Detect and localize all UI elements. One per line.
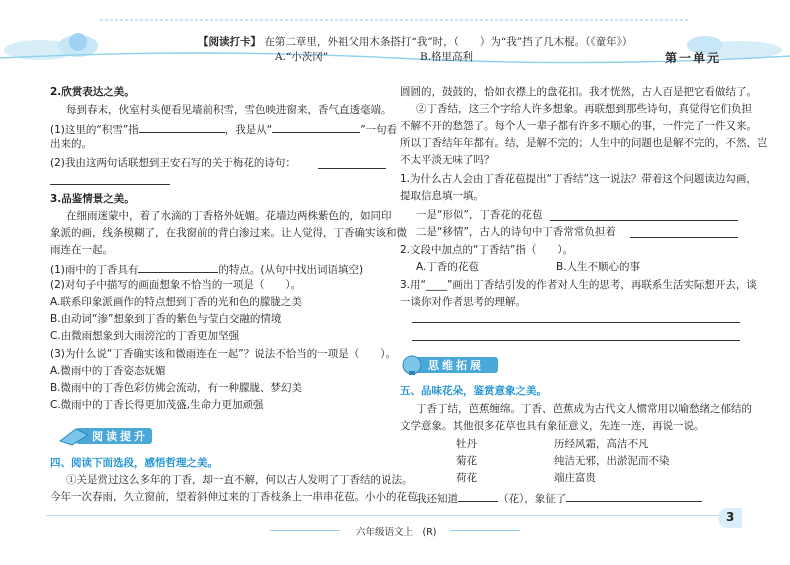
right-q1-blank-1[interactable] xyxy=(550,220,738,221)
section4-passage-line1: ①关是赏过这么多年的丁香，却一直不解，何以古人发明了丁香结的说法。 xyxy=(66,474,413,486)
page-number-tab xyxy=(718,508,742,528)
right-q1-item1: 一是“形似”，丁香花的花苞 xyxy=(416,209,543,221)
right-q2-option-a: A.丁香的花苞 xyxy=(416,261,479,273)
unit-title: 第一单元 xyxy=(665,51,722,65)
item2-poem: 每到春末，伙室村头便看见墙前积雪，雪色映进窗来，香气直透毫端。 xyxy=(66,104,392,116)
reading-check-tag: 【阅读打卡】 xyxy=(198,36,261,48)
item2-q1-blank-1[interactable] xyxy=(139,121,225,133)
header-question-row xyxy=(198,35,632,49)
right-q1-line2: 提取信息填一填。 xyxy=(400,190,484,202)
passage-line5: 不太平淡无味了吗？ xyxy=(400,154,495,166)
item3-q1: (1)雨中的丁香具有 的特点。(从句中找出词语填空) xyxy=(50,261,363,277)
passage-line2: ②丁香结，这三个字给人许多想象。再联想到那些诗句，真觉得它们负担 xyxy=(416,103,752,115)
right-q3-answer-line-2[interactable] xyxy=(412,340,740,341)
right-q2-option-b: B.人生不顺心的事 xyxy=(556,261,641,273)
passage-line3: 不解不开的愁怨了。每个人一辈子都有许多不顺心的事，一件完了一件又来。 xyxy=(400,120,757,132)
item2-title: 2.欣赏表达之美。 xyxy=(50,86,135,98)
item2-q1: (1)这里的“积雪”指 ，我是从“ ”一句看 xyxy=(50,121,397,137)
reading-check-option-b: B.格里高利 xyxy=(420,51,474,63)
footer-line-left xyxy=(270,530,340,531)
right-q1-line1: 1.为什么古人会由丁香花苞提出“丁香结”这一说法？带着这个问题读边勾画， xyxy=(400,173,757,185)
right-q1-item2: 二是“移情”，古人的诗句中丁香常常负担着 xyxy=(416,226,616,238)
item3-q1-blank[interactable] xyxy=(138,261,218,273)
meaning-1[interactable]: 历经风霜，高洁不凡 xyxy=(554,438,649,450)
item2-q2-blank-2[interactable] xyxy=(50,184,170,185)
section5-know-row: 我还知道 （花），象征了 xyxy=(416,490,702,506)
right-q2: 2.文段中加点的“丁香结”指（ ）。 xyxy=(400,244,574,256)
section5-passage-line2: 文学意象。其他很多花草也具有象征意义，先连一连，再说一说。 xyxy=(400,420,705,432)
meaning-3[interactable]: 端庄富贵 xyxy=(554,472,596,484)
item3-q3-option-c: C.微雨中的丁香长得更加茂盛,生命力更加顽强 xyxy=(50,399,264,411)
section4-title: 四、阅读下面选段，感悟哲理之美。 xyxy=(50,457,218,469)
thinking-expand-banner: 思维拓展 xyxy=(400,354,500,376)
item2-q2: (2)我由这两句话联想到王安石写的关于梅花的诗句： xyxy=(50,157,296,169)
right-q3-line1: 3.用“____”画出丁香结引发的作者对人生的思考，再联系生活实际想开去，谈 xyxy=(400,279,757,291)
reading-improve-banner: 阅读提升 xyxy=(58,425,154,447)
item3-q2-option-c: C.由微雨想象到大雨滂沱的丁香更加坚强 xyxy=(50,330,240,342)
item3-q3-option-a: A.微雨中的丁香姿态妩媚 xyxy=(50,365,166,377)
item3-passage-line2: 象派的画，线条模糊了，在我窗前的背白渗过来。让人觉得，丁香确实该和微 xyxy=(50,227,407,239)
right-q1-blank-2[interactable] xyxy=(630,237,738,238)
item3-q2-option-b: B.由动词“渗”想象到丁香的紫色与莹白交融的情境 xyxy=(50,313,282,325)
flower-lotus[interactable]: 荷花 xyxy=(456,472,477,484)
know-flower-blank[interactable] xyxy=(458,490,498,502)
passage-line4: 所以丁香结年年都有。结，是解不完的；人生中的问题也是解不完的，不然，岂 xyxy=(400,137,768,149)
page-number: 3 xyxy=(726,510,735,524)
item3-q3-option-b: B.微雨中的丁香色彩仿佛会流动，有一种朦胧、梦幻美 xyxy=(50,382,303,394)
reading-check-question: 在第二章里，外祖父用木条搭打“我”时，（ ）为“我”挡了几木棍。（《童年》） xyxy=(264,36,633,48)
item3-passage-line3: 雨连在一起。 xyxy=(50,244,113,256)
flower-chrysanthemum[interactable]: 菊花 xyxy=(456,455,477,467)
flower-peony[interactable]: 牡丹 xyxy=(456,438,477,450)
know-meaning-blank[interactable] xyxy=(566,490,702,502)
item3-q3: (3)为什么说“丁香确实该和微雨连在一起”？说法不恰当的一项是（ ）。 xyxy=(50,348,397,360)
section5-title: 五、品味花朵，鉴赏意象之美。 xyxy=(400,385,547,397)
item2-q1-cont: 出来的。 xyxy=(50,138,92,150)
footer-divider xyxy=(46,515,736,516)
item3-title: 3.品鉴情景之美。 xyxy=(50,193,135,205)
meaning-2[interactable]: 纯洁无邪，出淤泥而不染 xyxy=(554,455,670,467)
item3-q2: (2)对句子中描写的画面想象不恰当的一项是（ ）。 xyxy=(50,279,302,291)
right-q3-answer-line-1[interactable] xyxy=(412,322,740,323)
item2-q1-blank-2[interactable] xyxy=(272,121,360,133)
passage-line1: 圆圆的，鼓鼓的，恰如衣襟上的盘花扣。我才恍然，古人百是把它看做结了。 xyxy=(400,86,757,98)
section4-passage-line2: 今年一次春雨，久立窗前，望着斜伸过来的丁香枝条上一串串花苞。小小的花苞 xyxy=(50,491,418,503)
item3-q2-option-a: A.联系印象派画作的特点想到丁香的光和色的朦胧之美 xyxy=(50,296,302,308)
footer-grade: 六年级语文上 (R) xyxy=(356,527,437,538)
footer-line-right xyxy=(450,530,520,531)
reading-check-option-a: A.“小茨冈” xyxy=(275,51,329,63)
section5-passage-line1: 丁香丁结，芭蕉缠绵。丁香、芭蕉成为古代文人惯常用以喻愁绪之郁结的 xyxy=(416,403,752,415)
item3-passage-line1: 在细雨迷蒙中，着了水滴的丁香格外妩媚。花墙边两株紫色的，如同印 xyxy=(66,210,392,222)
item2-q2-blank-1[interactable] xyxy=(318,168,386,169)
right-q3-line2: 一谈你对作者思考的理解。 xyxy=(400,296,526,308)
